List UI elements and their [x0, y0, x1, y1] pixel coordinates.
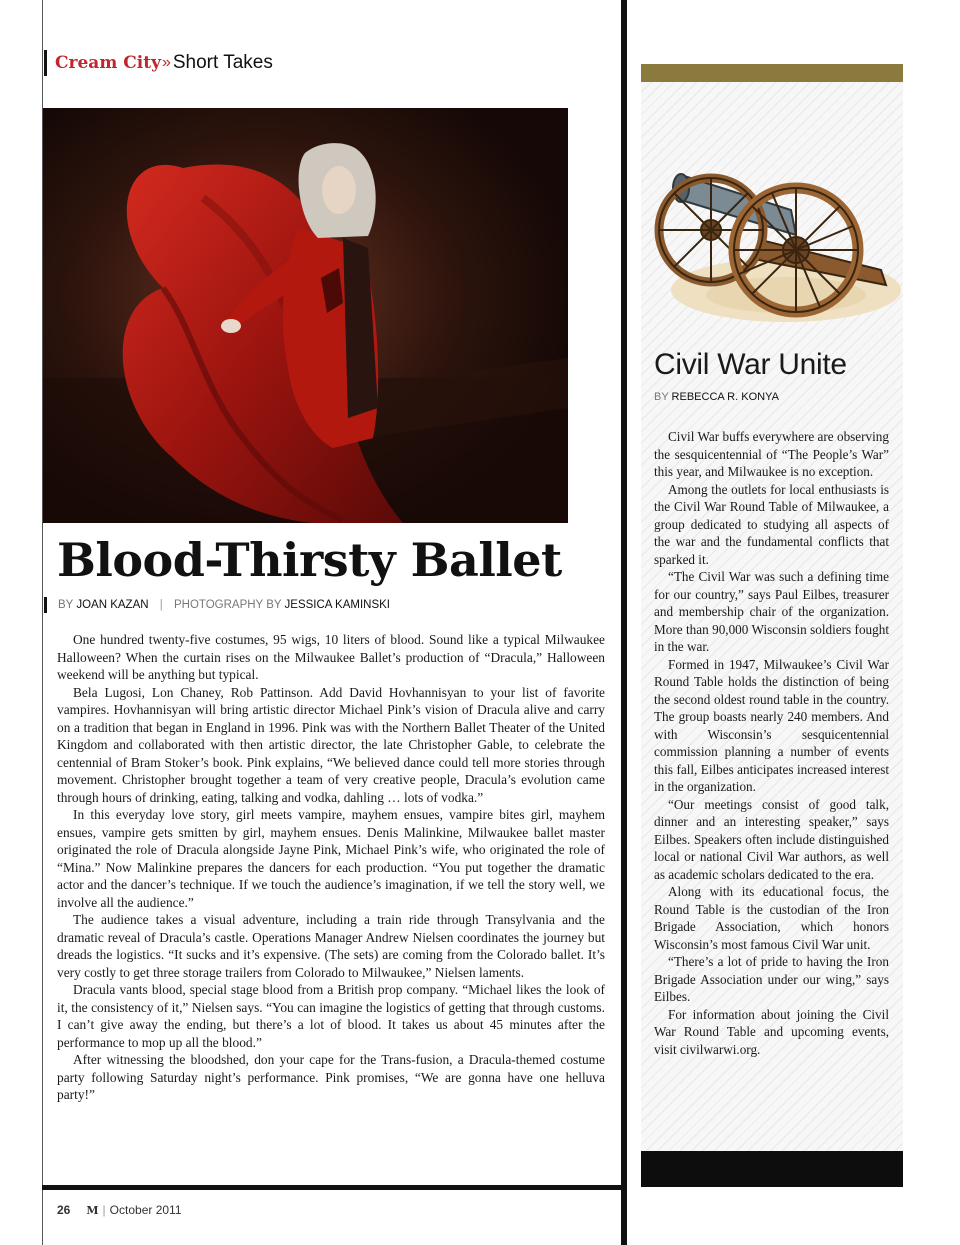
photographer-name: JESSICA KAMINSKI	[284, 599, 390, 611]
section-subtitle: Short Takes	[172, 52, 273, 73]
sidebar-title: Civil War Unite	[654, 348, 847, 381]
article-paragraph: Bela Lugosi, Lon Chaney, Rob Pattinson. Add David Hovhannisyan to your list of favorite vampires. Hovhannisyan will bring artistic director Michael Pink’s vision of Dracula alive and carry on a tradition that began in England in 1996. Pink was with the Northern Ballet Theater of the United Kingdom and collaborated with then artistic director, the late Christopher Gable, to celebrate the centennial of Bram Stoker’s book. Pink explains, “We believed dance could tell more stories through movement. Christopher brought together a team of very creative people, Dracula’s evolution came through hours of drinking, eating, talking and vodka, dahling … lots of vodka.”	[57, 684, 605, 805]
sidebar-top-bar	[641, 64, 903, 82]
article-paragraph: After witnessing the bloodshed, don your cape for the Trans-fusion, a Dracula-themed costume party following Saturday night’s performance. Pink promises, “We are gonna have one helluva party!”	[57, 1052, 605, 1102]
page-folio	[57, 1203, 182, 1217]
cannon-illustration	[641, 100, 903, 340]
sidebar-paragraph: “The Civil War was such a defining time for our country,” says Paul Eilbes, treasurer and membership chair of the organization. More than 90,000 Wisconsin soldiers fought in the war.	[654, 569, 889, 654]
sidebar-paragraph: “There’s a lot of pride to having the Iron Brigade Association under our wing,” says Eilbes.	[654, 954, 889, 1004]
page-number: 26	[57, 1203, 71, 1217]
byline-prefix: BY	[58, 599, 74, 611]
cannon-icon	[641, 100, 903, 340]
sidebar-body	[654, 428, 889, 1058]
sidebar-paragraph: “Our meetings consist of good talk, dinner and an interesting speaker,” says Eilbes. Speakers often include distinguished local or national Civil War authors, as well as academic scholars dedicated to the era.	[654, 796, 889, 882]
photo-illustration	[43, 108, 568, 523]
sidebar-paragraph: Formed in 1947, Milwaukee’s Civil War Round Table holds the distinction of being the second oldest round table in the country. The group boasts nearly 240 members. And with Wisconsin’s sesquicentennial commission planning a number of events this fall, Eilbes anticipates increased interest in the organization.	[654, 656, 889, 794]
sidebar-paragraph: Among the outlets for local enthusiasts is the Civil War Round Table of Milwaukee, a group dedicated to studying all aspects of the war and the fundamental conflicts that sparked it.	[654, 481, 889, 567]
byline-separator: |	[159, 599, 163, 611]
page-divider	[621, 0, 627, 1245]
photo-credit-prefix: PHOTOGRAPHY BY	[173, 599, 282, 611]
article-paragraph: Dracula vants blood, special stage blood from a British prop company. “Michael likes the look of it, the consistency of it,” Nielsen says. “You can imagine the logistics of getting that through customs. I can’t give away the ending, but there’s a lot of blood. It takes us about 45 minutes after the performance to mop up all the blood.”	[57, 982, 605, 1050]
author-name: JOAN KAZAN	[76, 599, 149, 611]
magazine-logo: M	[86, 1204, 99, 1217]
sidebar-paragraph: Along with its educational focus, the Round Table is the custodian of the Iron Brigade Association, which honors Wisconsin’s most famous Civil War unit.	[654, 884, 889, 952]
sidebar-paragraph: For information about joining the Civil War Round Table and upcoming events, visit civilwarwi.org.	[654, 1006, 889, 1057]
bottom-rule	[42, 1185, 626, 1190]
article-paragraph: One hundred twenty-five costumes, 95 wigs, 10 liters of blood. Sound like a typical Milwaukee Halloween? When the curtain rises on the Milwaukee Ballet’s production of “Dracula,” Halloween weekend will be anything but typical.	[57, 632, 605, 682]
article-paragraph: The audience takes a visual adventure, including a train ride through Transylvania and the dramatic reveal of Dracula’s castle. Operations Manager Andrew Nielsen coordinates the journey but dreads the logistics. “It sucks and it’s expensive. (The sets) are coming from the Colorado ballet. It’s very costly to get three storage trailers from Colorado to Milwaukee,” Nielsen laments.	[57, 912, 605, 980]
section-header	[44, 50, 273, 76]
sidebar-byline-prefix: BY	[654, 391, 669, 403]
article-headline: Blood-Thirsty Ballet	[57, 533, 562, 587]
sidebar-paragraph: Civil War buffs everywhere are observing the sesquicentennial of “The People’s War” this year, and Milwaukee is no exception.	[654, 429, 889, 479]
dracula-dancer-photo	[43, 108, 568, 523]
article-body	[57, 631, 605, 1104]
folio-separator: |	[102, 1203, 106, 1217]
sidebar-byline	[654, 391, 779, 403]
issue-date: October 2011	[109, 1203, 182, 1217]
section-name: Cream City	[55, 53, 161, 73]
article-byline	[44, 597, 390, 613]
sidebar-author: REBECCA R. KONYA	[671, 391, 779, 403]
article-paragraph: In this everyday love story, girl meets vampire, mayhem ensues, vampire bites girl, mayhem ensues, vampire gets smitten by girl, mayhem ensues. Denis Malinkine, Milwaukee ballet master originated the role of Dracula alongside Jayne Pink, Michael Pink’s wife, who originated the role of “Mina.” Now Malinkine prepares the dancers for each production. “You put together the dramatic actor and the dancer’s technique. If we touch the audience’s imagination, if we tell the story well, we involve all the audience.”	[57, 807, 605, 910]
section-arrow: »	[161, 54, 171, 71]
sidebar-bottom-bar	[641, 1151, 903, 1187]
